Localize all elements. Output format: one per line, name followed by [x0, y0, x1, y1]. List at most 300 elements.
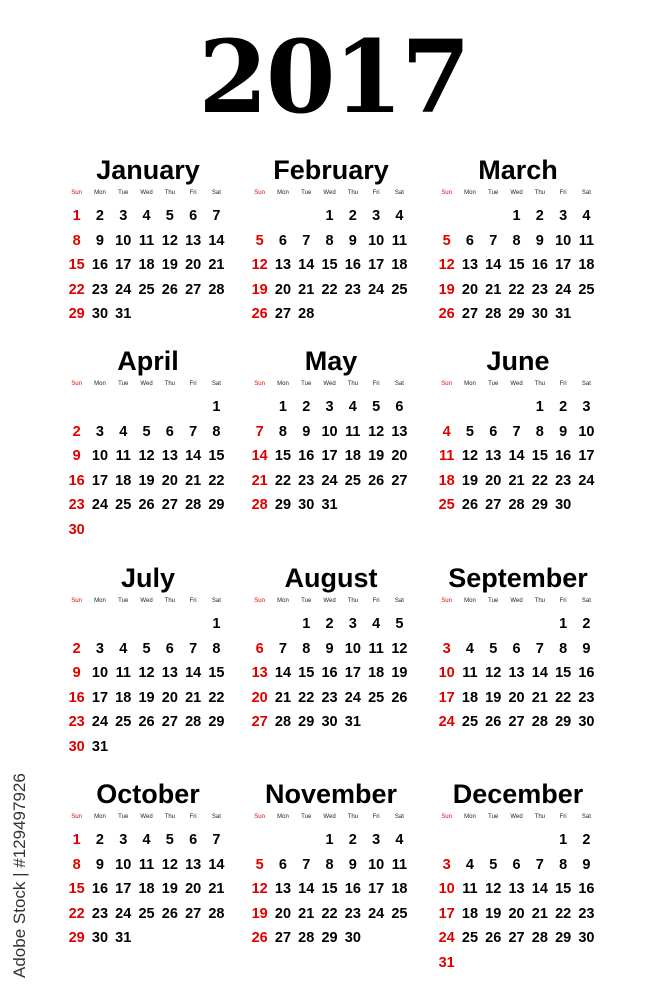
date: 21 [274, 689, 292, 706]
sunday-date: 5 [442, 232, 451, 249]
date: 28 [485, 306, 502, 322]
sunday-date: 17 [438, 905, 455, 922]
weekday-label: Mon [464, 381, 476, 387]
weekday-label: Sun [71, 814, 82, 820]
sunday-date: 1 [72, 208, 81, 224]
weekday-label: Mon [277, 598, 289, 604]
date: 25 [368, 689, 385, 706]
sunday-date: 23 [68, 497, 85, 513]
date: 11 [138, 856, 155, 873]
date: 5 [395, 616, 404, 632]
date: 25 [461, 714, 479, 730]
weekday-label: Sun [71, 381, 82, 387]
date: 26 [161, 905, 178, 922]
date: 18 [138, 257, 155, 273]
month-april [65, 343, 231, 543]
date: 26 [461, 497, 479, 513]
date: 9 [325, 640, 334, 657]
sunday-date: 16 [68, 689, 85, 706]
date: 7 [189, 640, 198, 657]
weekday-header [248, 812, 414, 822]
date: 8 [325, 232, 334, 249]
date: 11 [462, 665, 478, 681]
day-grid [65, 828, 231, 951]
day-grid [65, 395, 231, 542]
date: 30 [344, 930, 361, 946]
date: 21 [531, 689, 548, 706]
date: 23 [531, 281, 548, 298]
date: 21 [208, 257, 225, 273]
date: 27 [161, 497, 178, 513]
date: 14 [298, 881, 315, 897]
day-grid [65, 204, 231, 327]
date: 12 [138, 448, 155, 464]
empty-cell [135, 612, 158, 637]
sunday-date: 27 [251, 714, 268, 730]
date: 8 [212, 640, 221, 657]
date: 7 [278, 640, 287, 657]
month-may [248, 343, 414, 543]
date: 20 [185, 257, 202, 273]
weekday-label: Fri [189, 598, 197, 604]
date: 7 [535, 856, 544, 873]
weekday-label: Wed [510, 598, 523, 604]
weekday-label: Mon [94, 381, 106, 387]
weekday-label: Tue [301, 814, 312, 820]
date: 14 [531, 881, 548, 897]
date: 5 [372, 399, 381, 415]
date: 13 [508, 665, 525, 681]
date: 18 [368, 665, 385, 681]
date: 10 [368, 232, 385, 249]
empty-cell [248, 395, 271, 420]
weekday-label: Sun [71, 598, 82, 604]
date: 27 [185, 905, 202, 922]
weekday-label: Sat [211, 598, 221, 604]
date: 26 [368, 472, 385, 489]
date: 21 [508, 472, 525, 489]
date: 5 [142, 423, 151, 440]
date: 29 [321, 930, 338, 946]
date: 29 [298, 714, 315, 730]
date: 23 [578, 905, 595, 922]
date: 3 [325, 399, 334, 415]
sunday-date: 26 [251, 930, 268, 946]
weekday-label: Fri [189, 814, 197, 820]
date: 15 [321, 881, 338, 897]
date: 5 [465, 423, 474, 440]
weekday-label: Fri [189, 190, 197, 196]
date: 2 [302, 399, 311, 415]
date: 18 [578, 257, 595, 273]
date: 15 [208, 448, 225, 464]
date: 2 [559, 399, 568, 415]
empty-cell [435, 612, 458, 637]
date: 7 [489, 232, 498, 249]
weekday-label: Thu [164, 381, 175, 387]
date: 20 [508, 905, 525, 922]
date: 30 [91, 930, 109, 946]
date: 18 [461, 905, 479, 922]
weekday-label: Thu [534, 814, 545, 820]
date: 24 [115, 281, 132, 298]
weekday-header [65, 812, 231, 822]
date: 12 [461, 448, 479, 464]
sunday-date: 29 [68, 306, 85, 322]
date: 3 [119, 832, 128, 848]
empty-cell [248, 204, 271, 229]
date: 20 [274, 281, 292, 298]
date: 22 [208, 472, 225, 489]
date: 3 [559, 208, 568, 224]
date: 26 [138, 497, 155, 513]
date: 21 [298, 281, 315, 298]
date: 4 [395, 208, 404, 224]
date: 17 [578, 448, 595, 464]
date: 27 [508, 714, 525, 730]
date: 13 [274, 257, 292, 273]
date: 12 [391, 640, 408, 657]
date: 7 [512, 423, 521, 440]
month-name: August [284, 563, 378, 593]
date: 25 [138, 905, 155, 922]
date: 15 [508, 257, 525, 273]
date: 2 [95, 208, 104, 224]
empty-cell [458, 395, 481, 420]
date: 16 [344, 881, 361, 897]
date: 16 [578, 665, 595, 681]
date: 25 [461, 930, 479, 946]
date: 5 [165, 208, 174, 224]
date: 30 [321, 714, 338, 730]
date: 1 [325, 832, 334, 848]
date: 19 [461, 472, 479, 489]
date: 31 [321, 497, 338, 513]
date: 15 [321, 257, 338, 273]
date: 6 [189, 208, 198, 224]
sunday-date: 30 [68, 738, 85, 755]
empty-cell [271, 828, 294, 853]
date: 6 [512, 640, 521, 657]
date: 14 [185, 665, 202, 681]
date: 5 [165, 832, 174, 848]
date: 29 [531, 497, 548, 513]
weekday-label: Fri [559, 598, 567, 604]
weekday-label: Sun [441, 598, 452, 604]
date: 9 [582, 856, 591, 873]
sunday-date: 3 [442, 640, 451, 657]
weekday-label: Sun [441, 381, 452, 387]
date: 16 [531, 257, 548, 273]
date: 31 [344, 714, 361, 730]
date: 20 [185, 881, 202, 897]
weekday-label: Fri [559, 814, 567, 820]
weekday-header [435, 379, 601, 389]
weekday-label: Mon [94, 598, 106, 604]
sunday-date: 9 [72, 448, 81, 464]
date: 14 [208, 856, 225, 873]
weekday-label: Tue [488, 814, 499, 820]
date: 21 [185, 472, 202, 489]
weekday-header [248, 379, 414, 389]
sunday-date: 16 [68, 472, 85, 489]
empty-cell [505, 395, 528, 420]
date: 3 [372, 208, 381, 224]
date: 15 [274, 448, 292, 464]
month-july [65, 560, 231, 760]
date: 12 [138, 665, 155, 681]
weekday-label: Sat [394, 598, 404, 604]
day-grid [248, 204, 414, 327]
date: 19 [138, 689, 155, 706]
date: 18 [391, 257, 408, 273]
weekday-label: Tue [301, 381, 312, 387]
empty-cell [528, 612, 551, 637]
date: 22 [274, 472, 292, 489]
date: 8 [535, 423, 544, 440]
empty-cell [528, 828, 551, 853]
day-grid [248, 828, 414, 951]
sunday-date: 19 [251, 905, 268, 922]
sunday-date: 24 [438, 714, 455, 730]
sunday-date: 10 [438, 881, 455, 897]
date: 2 [582, 616, 591, 632]
weekday-label: Wed [323, 598, 336, 604]
date: 7 [189, 423, 198, 440]
weekday-label: Wed [140, 598, 153, 604]
date: 4 [119, 423, 128, 440]
date: 16 [91, 881, 109, 897]
date: 8 [559, 640, 568, 657]
date: 27 [391, 472, 408, 489]
weekday-label: Sat [211, 190, 221, 196]
weekday-label: Tue [488, 381, 499, 387]
weekday-label: Tue [488, 598, 499, 604]
date: 29 [508, 306, 525, 322]
sunday-date: 8 [72, 232, 81, 249]
sunday-date: 19 [438, 281, 455, 298]
sunday-date: 8 [72, 856, 81, 873]
date: 28 [208, 281, 225, 298]
month-name: September [448, 563, 588, 593]
sunday-date: 14 [251, 448, 268, 464]
empty-cell [295, 828, 318, 853]
date: 13 [185, 856, 202, 873]
sunday-date: 15 [68, 257, 85, 273]
empty-cell [112, 612, 135, 637]
date: 4 [395, 832, 404, 848]
date: 21 [531, 905, 548, 922]
date: 15 [531, 448, 548, 464]
sunday-date: 6 [255, 640, 264, 657]
weekday-label: Sat [581, 381, 591, 387]
date: 9 [95, 856, 104, 873]
weekday-label: Fri [372, 814, 380, 820]
date: 25 [578, 281, 595, 298]
date: 13 [461, 257, 479, 273]
weekday-label: Thu [164, 190, 175, 196]
month-name: July [120, 563, 176, 593]
date: 7 [212, 208, 221, 224]
date: 18 [115, 472, 132, 489]
weekday-label: Sat [211, 814, 221, 820]
weekday-label: Tue [301, 190, 312, 196]
empty-cell [482, 204, 505, 229]
date: 7 [212, 832, 221, 848]
empty-cell [482, 828, 505, 853]
date: 4 [465, 856, 474, 873]
date: 22 [555, 905, 572, 922]
date: 10 [578, 423, 595, 440]
month-name: June [486, 346, 550, 376]
month-name: October [96, 779, 200, 809]
date: 14 [208, 232, 225, 249]
stock-watermark: Adobe Stock | #129497926 [10, 773, 29, 979]
date: 30 [531, 306, 548, 322]
date: 16 [555, 448, 572, 464]
date: 27 [274, 306, 292, 322]
date: 28 [185, 714, 202, 730]
date: 28 [185, 497, 202, 513]
weekday-label: Sun [254, 381, 265, 387]
date: 9 [348, 856, 357, 873]
date: 3 [582, 399, 591, 415]
empty-cell [158, 612, 181, 637]
weekday-label: Thu [534, 190, 545, 196]
date: 24 [555, 281, 572, 298]
date: 22 [531, 472, 548, 489]
date: 30 [298, 497, 315, 513]
date: 27 [485, 497, 502, 513]
weekday-label: Wed [510, 190, 523, 196]
weekday-label: Wed [323, 190, 336, 196]
date: 20 [161, 472, 178, 489]
date: 23 [578, 689, 595, 706]
empty-cell [135, 395, 158, 420]
sunday-date: 5 [255, 232, 264, 249]
date: 22 [508, 281, 525, 298]
empty-cell [248, 828, 271, 853]
date: 13 [161, 448, 178, 464]
date: 6 [512, 856, 521, 873]
month-october [65, 776, 231, 976]
date: 9 [95, 232, 104, 249]
date: 11 [578, 232, 595, 249]
sunday-date: 26 [251, 306, 268, 322]
date: 31 [91, 738, 109, 755]
month-january [65, 152, 231, 352]
sunday-date: 3 [442, 856, 451, 873]
date: 1 [302, 616, 311, 632]
date: 19 [368, 448, 385, 464]
date: 8 [302, 640, 311, 657]
date: 31 [115, 930, 132, 946]
date: 8 [212, 423, 221, 440]
date: 28 [298, 930, 315, 946]
date: 29 [555, 714, 572, 730]
date: 13 [161, 665, 178, 681]
sunday-date: 12 [251, 257, 268, 273]
date: 8 [325, 856, 334, 873]
date: 7 [535, 640, 544, 657]
weekday-header [65, 596, 231, 606]
sunday-date: 7 [255, 423, 264, 440]
date: 30 [91, 306, 109, 322]
sunday-date: 20 [251, 689, 268, 706]
date: 2 [348, 208, 357, 224]
month-september [435, 560, 601, 760]
empty-cell [181, 612, 204, 637]
date: 30 [578, 714, 595, 730]
weekday-header [65, 379, 231, 389]
date: 22 [321, 281, 338, 298]
month-name: February [273, 155, 389, 185]
date: 4 [142, 208, 151, 224]
date: 3 [372, 832, 381, 848]
date: 25 [391, 281, 408, 298]
month-march [435, 152, 601, 352]
date: 25 [344, 472, 361, 489]
empty-cell [505, 612, 528, 637]
date: 6 [165, 423, 174, 440]
weekday-label: Mon [464, 814, 476, 820]
date: 10 [115, 856, 132, 873]
date: 12 [161, 856, 178, 873]
date: 29 [208, 714, 225, 730]
empty-cell [181, 395, 204, 420]
date: 24 [91, 497, 109, 513]
weekday-label: Thu [164, 598, 175, 604]
month-name: March [478, 155, 558, 185]
empty-cell [435, 204, 458, 229]
date: 20 [161, 689, 178, 706]
date: 19 [485, 905, 502, 922]
weekday-label: Fri [189, 381, 197, 387]
weekday-label: Sat [394, 814, 404, 820]
weekday-header [65, 188, 231, 198]
weekday-label: Thu [164, 814, 175, 820]
date: 10 [91, 448, 109, 464]
date: 28 [531, 930, 548, 946]
month-name: May [304, 346, 358, 376]
empty-cell [248, 612, 271, 637]
date: 6 [278, 232, 287, 249]
weekday-label: Tue [118, 814, 129, 820]
date: 5 [142, 640, 151, 657]
sunday-date: 19 [251, 281, 268, 298]
weekday-label: Sun [254, 814, 265, 820]
sunday-date: 12 [438, 257, 455, 273]
sunday-date: 22 [68, 905, 85, 922]
sunday-date: 13 [251, 665, 268, 681]
date: 11 [391, 856, 408, 873]
sunday-date: 2 [72, 423, 81, 440]
date: 20 [461, 281, 479, 298]
date: 3 [348, 616, 357, 632]
weekday-header [248, 596, 414, 606]
date: 21 [298, 905, 315, 922]
date: 28 [208, 905, 225, 922]
empty-cell [295, 204, 318, 229]
date: 27 [185, 281, 202, 298]
date: 13 [185, 232, 202, 249]
date: 23 [91, 905, 109, 922]
date: 12 [485, 665, 502, 681]
day-grid [248, 395, 414, 518]
date: 14 [298, 257, 315, 273]
empty-cell [482, 612, 505, 637]
date: 1 [512, 208, 521, 224]
